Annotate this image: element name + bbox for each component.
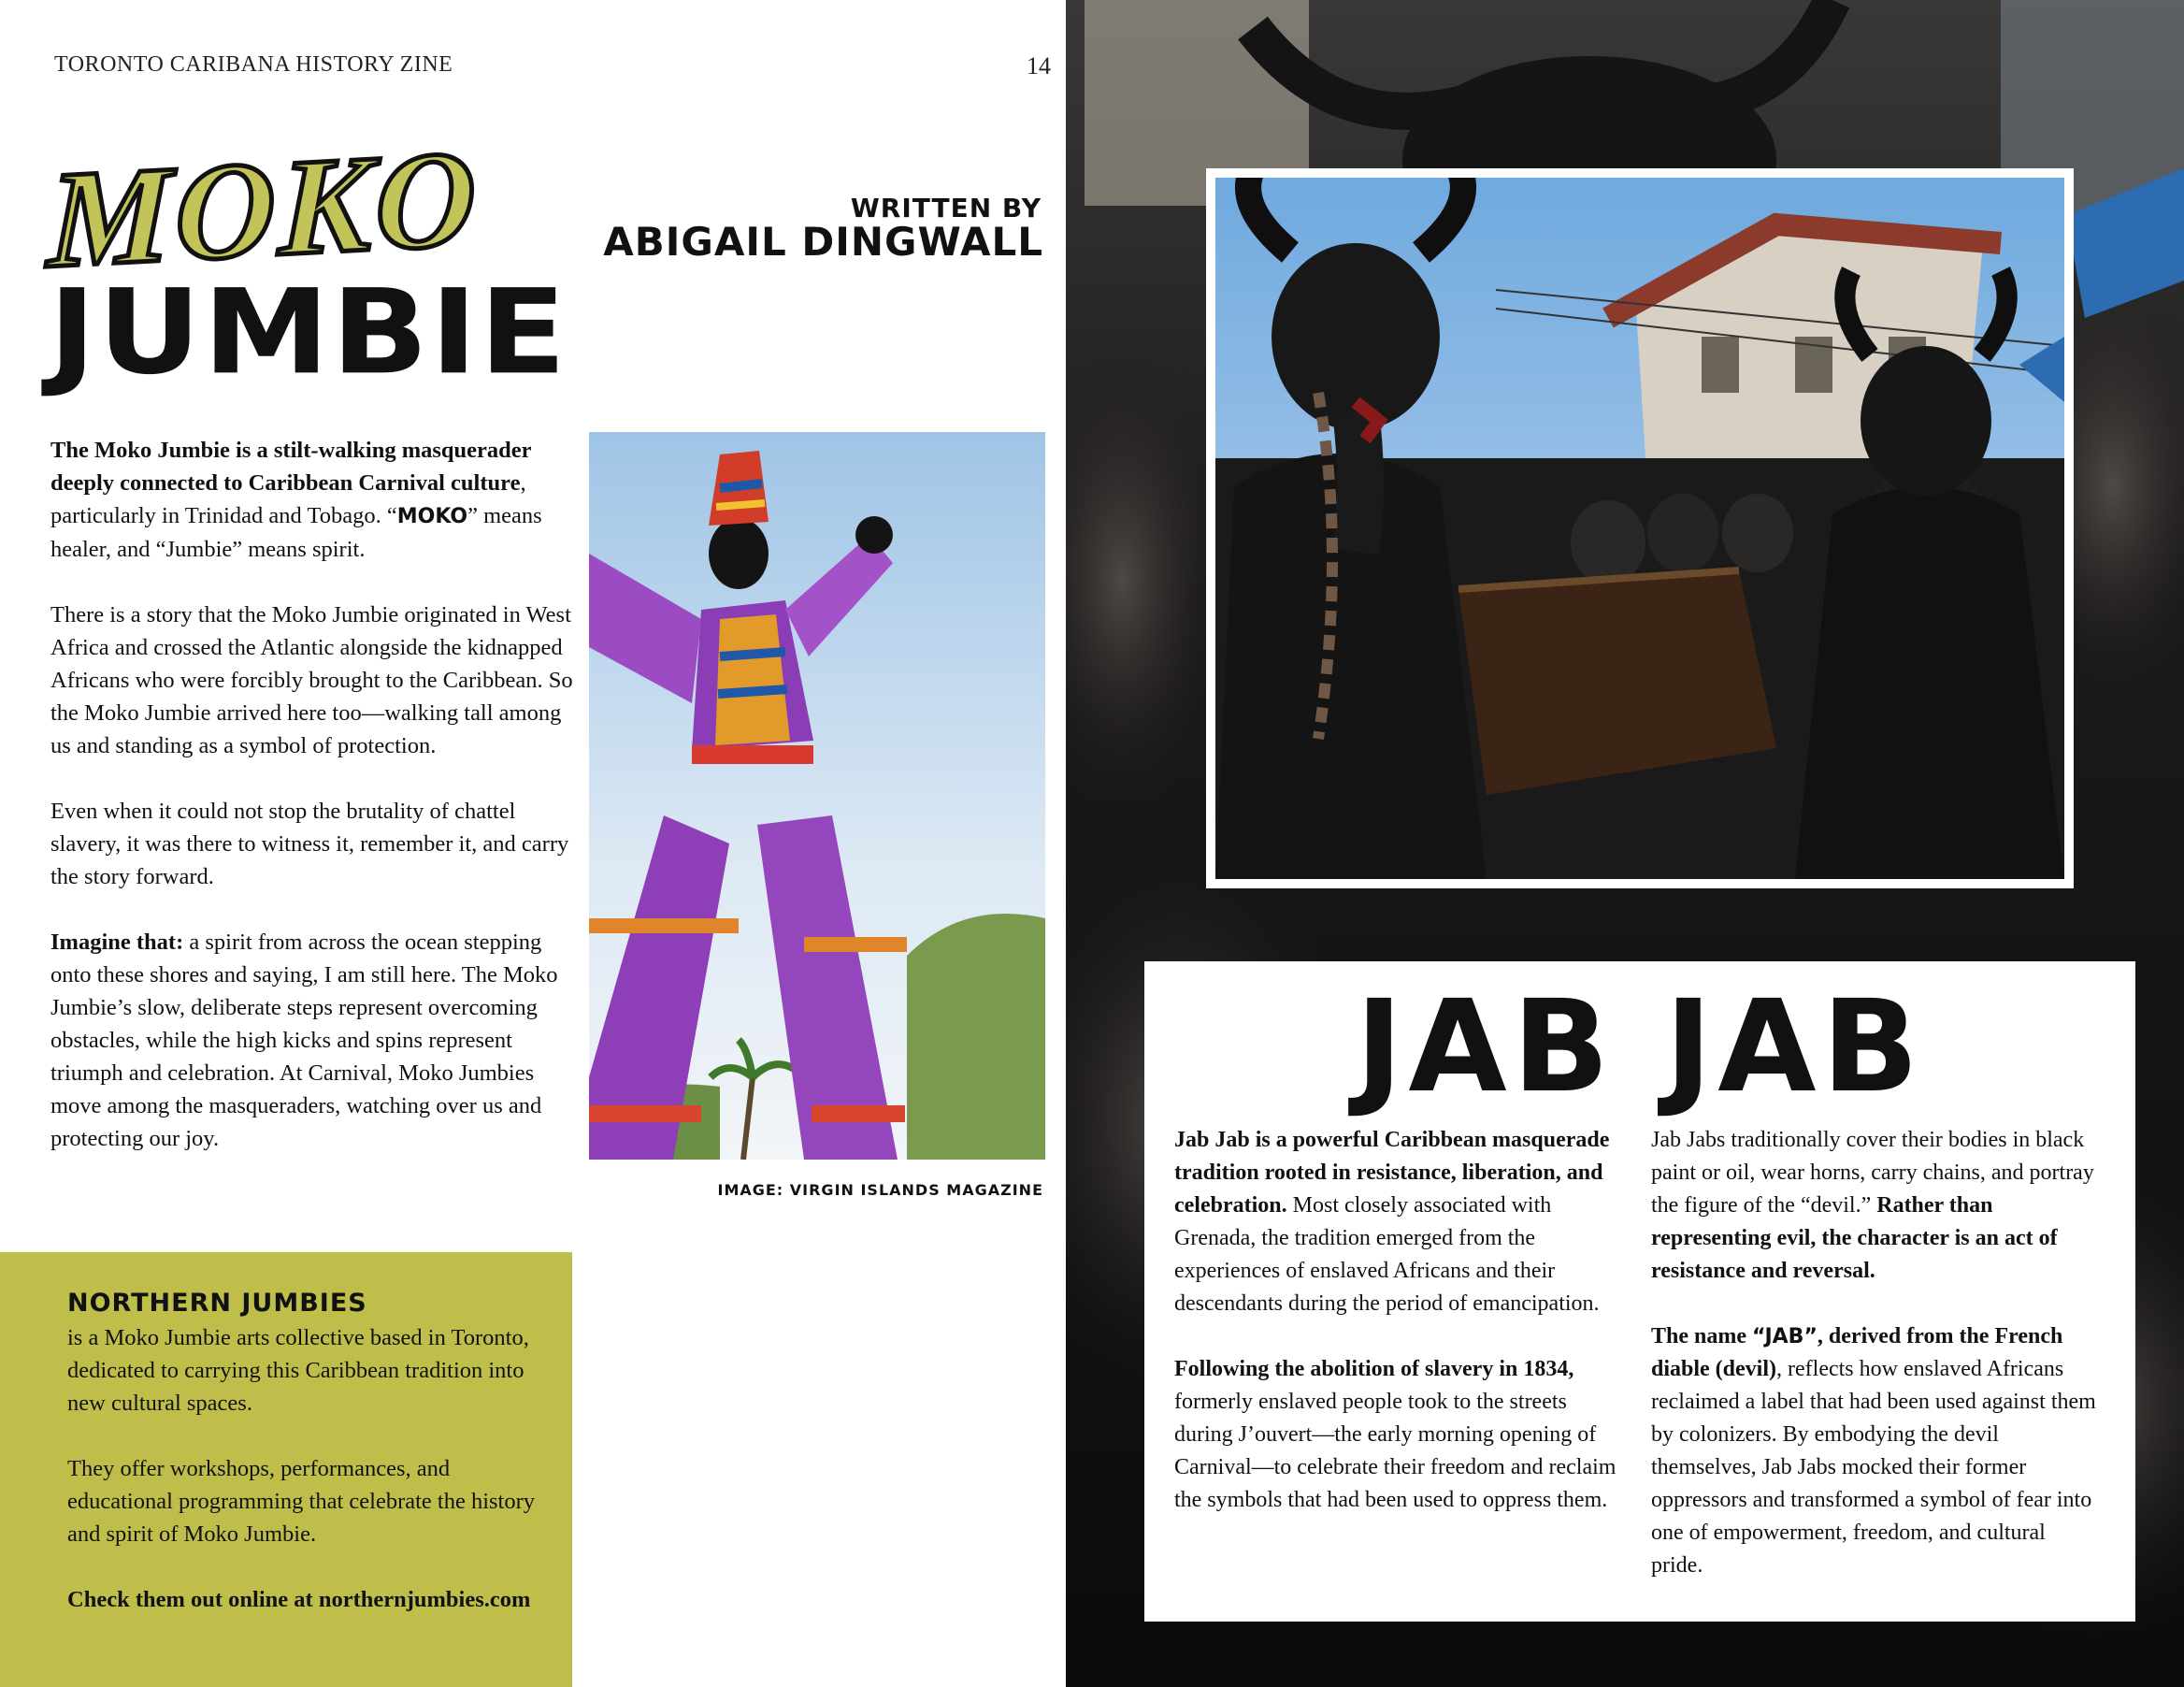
moko-p4-lead: Imagine that: (50, 930, 184, 955)
moko-paragraph-1 (50, 434, 574, 566)
northern-title: NORTHERN JUMBIES (67, 1289, 367, 1318)
moko-jumbie-illustration (589, 432, 1045, 1160)
jab-c2-p2-lead-a: The name (1651, 1324, 1752, 1348)
moko-word: MOKO (396, 505, 468, 528)
jab-word: “JAB” (1752, 1325, 1818, 1348)
moko-p1-lead: The Moko Jumbie is a stilt-walking masquerader deeply connected to Caribbean Carnival culture (50, 438, 532, 496)
byline-name: ABIGAIL DINGWALL (603, 219, 1043, 265)
moko-paragraph-4 (50, 926, 574, 1155)
running-title: TORONTO CARIBANA HISTORY ZINE (54, 52, 453, 77)
jab-c2-p1-text: Jab Jabs traditionally cover their bodies in black paint or oil, wear horns, carry chains, and portray the figure of the “devil.” (1651, 1128, 2094, 1218)
northern-body (67, 1321, 553, 1649)
byline-label: WRITTEN BY (850, 193, 1042, 223)
jab-c2-paragraph-2 (1651, 1320, 2100, 1582)
jab-c1-p2-text: formerly enslaved people took to the streets during J’ouvert—the early morning opening of Carnival—to celebrate their freedom and reclaim the symbols that had been used to oppress them. (1174, 1390, 1616, 1512)
jab-c1-paragraph-2 (1174, 1353, 1623, 1517)
jab-jab-title: JAB JAB (1355, 973, 1925, 1121)
jab-c2-p2-text: , reflects how enslaved Africans reclaimed a label that had been used against them by colonizers. By embodying the devil themselves, Jab Jabs mocked their former oppressors and transformed a symbol of fear into one of empowerment, freedom, and cultural pride. (1651, 1357, 2096, 1578)
moko-p4-text: a spirit from across the ocean stepping onto these shores and saying, I am still here. The Moko Jumbie’s slow, deliberate steps represent overcoming obstacles, while the high kicks and spins represent triumph and celebration. At Carnival, Moko Jumbies move among the masqueraders, watching over us and protecting our joy. (50, 930, 558, 1151)
northern-paragraph-1: is a Moko Jumbie arts collective based in Toronto, dedicated to carrying this Caribbean tradition into new cultural spaces. (67, 1325, 529, 1416)
title-moko: MOKO (47, 122, 481, 297)
moko-p1-text-a: , particularly in Trinidad and Tobago. “ (50, 470, 526, 528)
jab-jab-photo-frame (1206, 168, 2074, 888)
photo-caption: IMAGE: VIRGIN ISLANDS MAGAZINE (717, 1181, 1043, 1199)
jab-jab-text-box (1144, 961, 2135, 1622)
jab-c1-p1-text: Most closely associated with Grenada, the tradition emerged from the experiences of enslaved Africans and their descendants during the period of emancipation. (1174, 1193, 1600, 1316)
title-jumbie: JUMBIE (49, 265, 568, 401)
jab-jab-photo (1215, 178, 2064, 879)
right-page (1066, 0, 2184, 1687)
moko-jumbie-photo (589, 432, 1045, 1160)
jab-c1-paragraph-1 (1174, 1124, 1623, 1320)
moko-body (50, 434, 574, 1188)
left-page (0, 0, 1066, 1687)
jab-jab-illustration (1215, 178, 2064, 879)
moko-paragraph-2: There is a story that the Moko Jumbie originated in West Africa and crossed the Atlantic alongside the kidnapped Africans who were forcibly brought to the Caribbean. So the Moko Jumbie arrived here too—walking tall among us and standing as a symbol of protection. (50, 602, 573, 758)
jab-c2-p2-lead-b: , derived from the French diable (devil) (1651, 1324, 2063, 1381)
northern-paragraph-2: They offer workshops, performances, and educational programming that celebrate the history and spirit of Moko Jumbie. (67, 1456, 536, 1547)
jab-column-2 (1651, 1124, 2100, 1615)
jab-c1-p1-lead: Jab Jab is a powerful Caribbean masquerade tradition rooted in resistance, liberation, and celebration. (1174, 1128, 1610, 1218)
northern-website-line: Check them out online at northernjumbies.com (67, 1587, 531, 1612)
page-number: 14 (1027, 52, 1051, 79)
jab-c1-p2-lead: Following the abolition of slavery in 1834, (1174, 1357, 1574, 1381)
moko-p1-text-b: ” means healer, and “Jumbie” means spirit. (50, 503, 542, 562)
jab-c2-paragraph-1 (1651, 1124, 2100, 1288)
jab-c2-p1-emphasis: Rather than representing evil, the character is an act of resistance and reversal. (1651, 1193, 2058, 1283)
moko-paragraph-3: Even when it could not stop the brutality of chattel slavery, it was there to witness it, remember it, and carry the story forward. (50, 799, 569, 889)
jab-column-1 (1174, 1124, 1623, 1550)
